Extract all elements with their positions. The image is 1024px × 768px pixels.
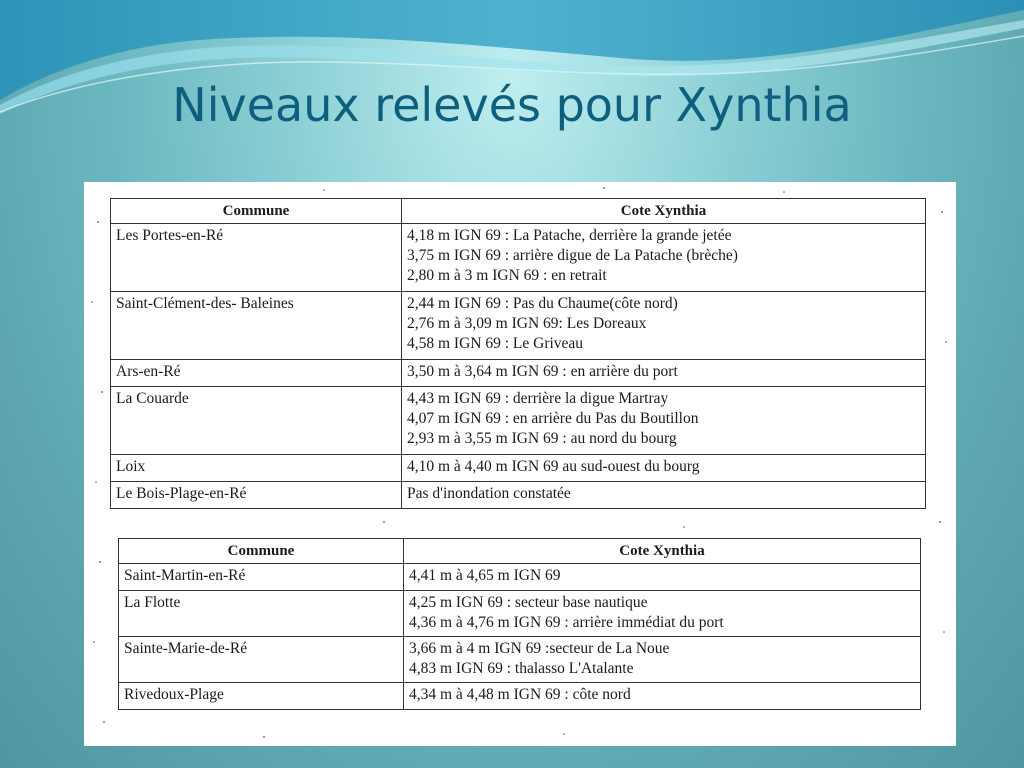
cote-cell	[402, 360, 926, 387]
cote-line: 4,36 m à 4,76 m IGN 69 : arrière immédiat du port	[409, 614, 724, 631]
commune-cell: Rivedoux-Plage	[119, 683, 404, 710]
cote-line: 4,34 m à 4,48 m IGN 69 : côte nord	[409, 686, 631, 703]
cote-line: 4,83 m IGN 69 : thalasso L'Atalante	[409, 660, 634, 677]
column-header-cote: Cote Xynthia	[402, 199, 926, 224]
commune-cell: Loix	[111, 455, 402, 482]
table-row	[119, 683, 921, 710]
cote-cell	[402, 292, 926, 360]
table-row	[111, 292, 926, 360]
table-row	[111, 455, 926, 482]
table-header-row	[119, 539, 921, 564]
table-row	[119, 564, 921, 591]
commune-cell: Ars-en-Ré	[111, 360, 402, 387]
table-header-row	[111, 199, 926, 224]
cote-line: 3,75 m IGN 69 : arrière digue de La Patache (brèche)	[407, 247, 738, 264]
column-header-cote: Cote Xynthia	[404, 539, 921, 564]
cote-cell	[404, 683, 921, 710]
table-row	[119, 591, 921, 637]
table-row	[111, 482, 926, 509]
cote-cell	[404, 591, 921, 637]
cote-line: 4,41 m à 4,65 m IGN 69	[409, 567, 561, 584]
cote-cell	[404, 637, 921, 683]
cote-line: 4,07 m IGN 69 : en arrière du Pas du Boutillon	[407, 410, 699, 427]
communes-table-2	[118, 538, 921, 710]
table-row	[111, 224, 926, 292]
scanned-document	[84, 182, 956, 746]
cote-line: 3,50 m à 3,64 m IGN 69 : en arrière du port	[407, 363, 678, 380]
cote-line: Pas d'inondation constatée	[407, 485, 571, 502]
commune-cell: La Couarde	[111, 387, 402, 455]
column-header-commune: Commune	[119, 539, 404, 564]
cote-line: 3,66 m à 4 m IGN 69 :secteur de La Noue	[409, 640, 670, 657]
cote-line: 4,58 m IGN 69 : Le Griveau	[407, 335, 584, 352]
cote-cell	[402, 224, 926, 292]
table-row	[119, 637, 921, 683]
cote-cell	[402, 482, 926, 509]
table-row	[111, 360, 926, 387]
commune-cell: Saint-Clément-des- Baleines	[111, 292, 402, 360]
commune-cell: Saint-Martin-en-Ré	[119, 564, 404, 591]
cote-line: 2,44 m IGN 69 : Pas du Chaume(côte nord)	[407, 295, 678, 312]
communes-table-1	[110, 198, 926, 509]
cote-line: 4,18 m IGN 69 : La Patache, derrière la grande jetée	[407, 227, 732, 244]
commune-cell: Le Bois-Plage-en-Ré	[111, 482, 402, 509]
commune-cell: Sainte-Marie-de-Ré	[119, 637, 404, 683]
slide-title: Niveaux relevés pour Xynthia	[172, 78, 852, 132]
cote-line: 4,43 m IGN 69 : derrière la digue Martray	[407, 390, 669, 407]
commune-cell: La Flotte	[119, 591, 404, 637]
cote-cell	[402, 387, 926, 455]
cote-line: 4,10 m à 4,40 m IGN 69 au sud-ouest du bourg	[407, 458, 700, 475]
cote-cell	[404, 564, 921, 591]
commune-cell: Les Portes-en-Ré	[111, 224, 402, 292]
cote-line: 2,93 m à 3,55 m IGN 69 : au nord du bourg	[407, 430, 677, 447]
cote-line: 2,76 m à 3,09 m IGN 69: Les Doreaux	[407, 315, 647, 332]
cote-cell	[402, 455, 926, 482]
column-header-commune: Commune	[111, 199, 402, 224]
cote-line: 2,80 m à 3 m IGN 69 : en retrait	[407, 267, 607, 284]
table-row	[111, 387, 926, 455]
cote-line: 4,25 m IGN 69 : secteur base nautique	[409, 594, 648, 611]
